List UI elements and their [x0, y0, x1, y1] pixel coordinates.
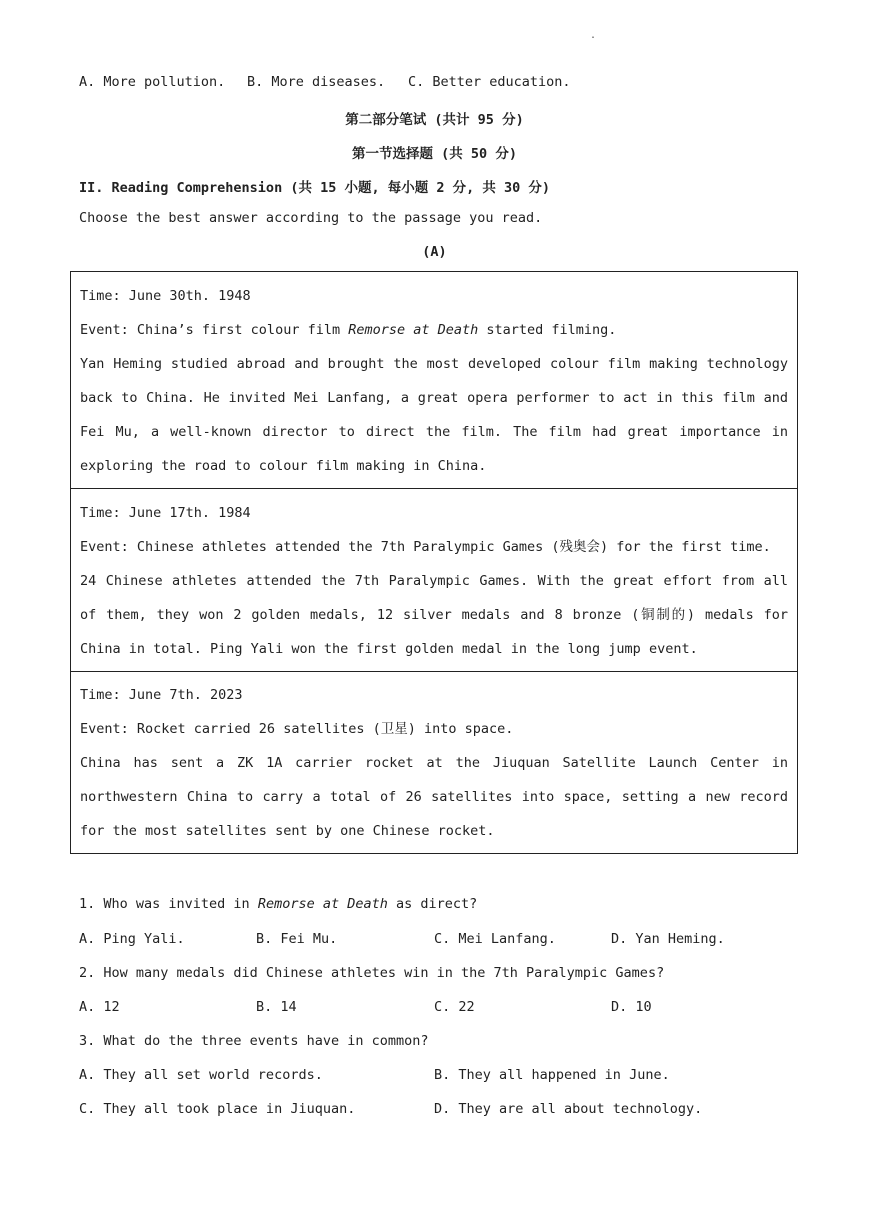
- event-section: [71, 672, 797, 853]
- header-mark: .: [590, 30, 597, 41]
- option-d[interactable]: D. Yan Heming.: [611, 931, 725, 947]
- events-table: [70, 271, 798, 854]
- option-b[interactable]: B. Fei Mu.: [256, 931, 338, 947]
- option-b[interactable]: B. 14: [256, 999, 297, 1015]
- film-title: Remorse at Death: [348, 322, 479, 338]
- event-section: [71, 272, 797, 489]
- section-title: 第一节选择题 (共 50 分): [352, 146, 517, 162]
- option-c[interactable]: C. Mei Lanfang.: [434, 931, 556, 947]
- film-title: Remorse at Death: [257, 896, 388, 912]
- event-time: Time: June 30th. 1948: [80, 288, 251, 304]
- question-text-suffix: as direct?: [387, 896, 478, 912]
- event-title: Event: Chinese athletes attended the 7th Paralympic Games (残奥会) for the first time.: [80, 539, 771, 555]
- event-section: [71, 489, 797, 672]
- event-time: Time: June 7th. 2023: [80, 687, 243, 703]
- event-title: [80, 313, 788, 347]
- event-body: 24 Chinese athletes attended the 7th Paralympic Games. With the great effort from all of them, they won 2 golden medals, 12 silver medals and 8 bronze (铜制的) medals for China in total. Ping Yali won the first golden medal in the long jump event.: [80, 573, 788, 657]
- option-d[interactable]: D. They are all about technology.: [434, 1101, 703, 1117]
- prev-option-c: C. Better education.: [408, 74, 571, 90]
- option-c[interactable]: C. 22: [434, 999, 475, 1015]
- event-title-suffix: started filming.: [478, 322, 617, 338]
- part-title: 第二部分笔试 (共计 95 分): [345, 112, 524, 128]
- event-time: Time: June 17th. 1984: [80, 505, 251, 521]
- reading-heading: II. Reading Comprehension (共 15 小题, 每小题 2 分, 共 30 分): [79, 180, 550, 196]
- question-stem: 3. What do the three events have in common?: [79, 1033, 429, 1049]
- option-d[interactable]: D. 10: [611, 999, 652, 1015]
- prev-option-a: A. More pollution.: [79, 74, 226, 90]
- event-body: China has sent a ZK 1A carrier rocket at the Jiuquan Satellite Launch Center in northwestern China to carry a total of 26 satellites into space, setting a new record for the most satellites sent by one Chinese rocket.: [80, 755, 788, 839]
- question-text: 1. Who was invited in: [79, 896, 258, 912]
- option-a[interactable]: A. Ping Yali.: [79, 931, 185, 947]
- passage-label: (A): [422, 244, 447, 260]
- option-b[interactable]: B. They all happened in June.: [434, 1067, 670, 1083]
- prev-option-b: B. More diseases.: [247, 74, 386, 90]
- question-stem: 2. How many medals did Chinese athletes win in the 7th Paralympic Games?: [79, 965, 665, 981]
- instruction: Choose the best answer according to the passage you read.: [79, 210, 543, 226]
- event-title-text: Event: China’s first colour film: [80, 322, 349, 338]
- event-body: Yan Heming studied abroad and brought the most developed colour film making technology back to China. He invited Mei Lanfang, a great opera performer to act in this film and Fei Mu, a well-known director to direct the film. The film had great importance in exploring the road to colour film making in China.: [80, 356, 788, 474]
- event-title: Event: Rocket carried 26 satellites (卫星) into space.: [80, 721, 514, 737]
- question-stem: [79, 896, 477, 912]
- option-c[interactable]: C. They all took place in Jiuquan.: [79, 1101, 356, 1117]
- option-a[interactable]: A. 12: [79, 999, 120, 1015]
- option-a[interactable]: A. They all set world records.: [79, 1067, 323, 1083]
